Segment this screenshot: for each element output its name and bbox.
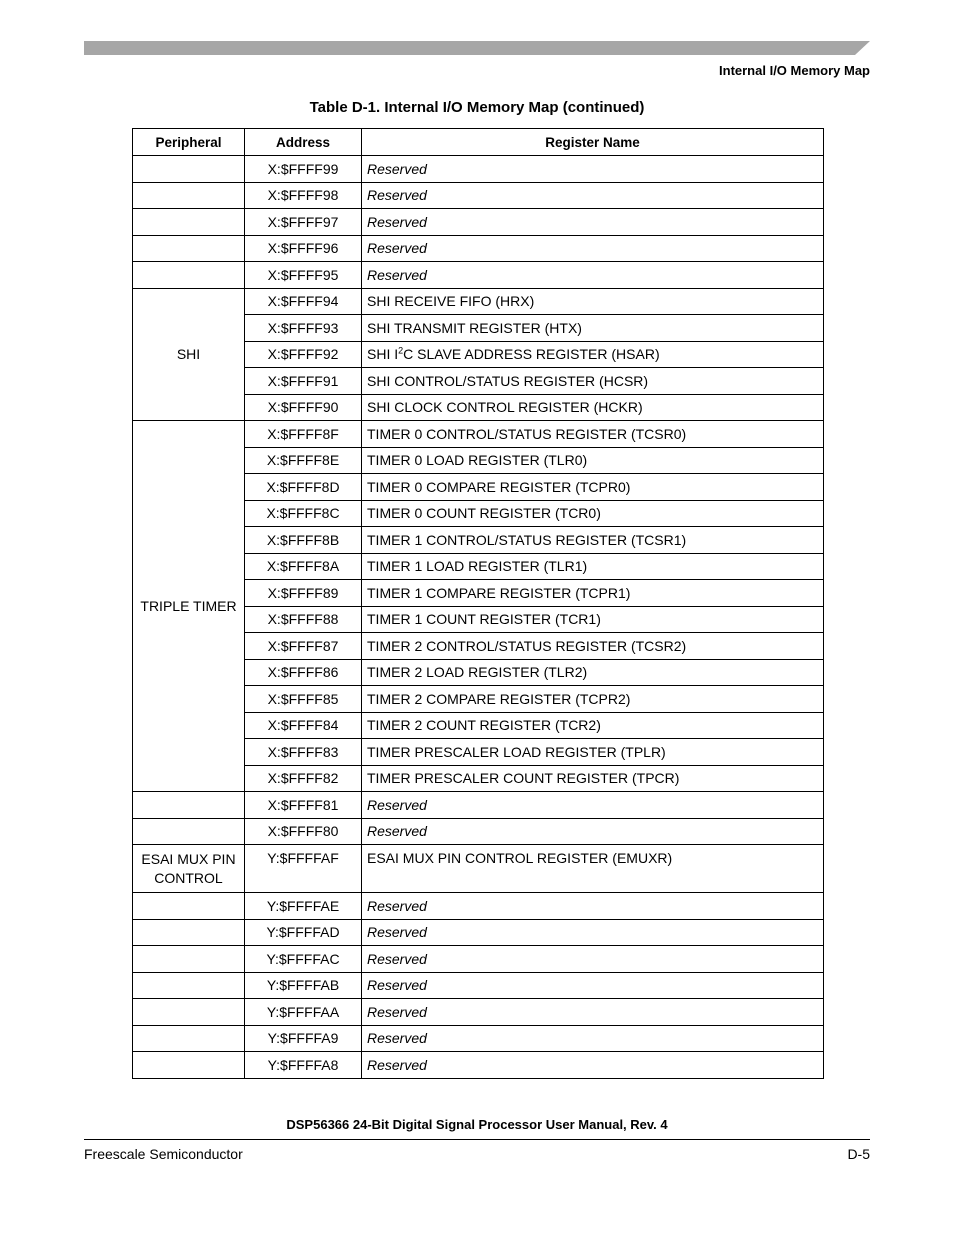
address-cell: X:$FFFF8F	[245, 421, 362, 448]
table-row	[133, 209, 824, 236]
register-name-cell: Reserved	[362, 235, 824, 262]
address-cell: X:$FFFF85	[245, 686, 362, 713]
address-cell: X:$FFFF98	[245, 182, 362, 209]
register-name-cell: Reserved	[362, 792, 824, 819]
table-row	[133, 818, 824, 845]
register-name-cell: SHI TRANSMIT REGISTER (HTX)	[362, 315, 824, 342]
table-row	[133, 1052, 824, 1079]
address-cell: X:$FFFF83	[245, 739, 362, 766]
register-name-cell: Reserved	[362, 972, 824, 999]
peripheral-cell	[133, 999, 245, 1026]
address-cell: X:$FFFF93	[245, 315, 362, 342]
table-row	[133, 156, 824, 183]
table-row	[133, 421, 824, 448]
table-row	[133, 288, 824, 315]
address-cell: Y:$FFFFAE	[245, 893, 362, 920]
register-name-cell: Reserved	[362, 156, 824, 183]
table-row	[133, 999, 824, 1026]
register-name-cell: SHI RECEIVE FIFO (HRX)	[362, 288, 824, 315]
peripheral-cell	[133, 946, 245, 973]
address-cell: X:$FFFF88	[245, 606, 362, 633]
table-row	[133, 792, 824, 819]
table-row	[133, 972, 824, 999]
peripheral-cell	[133, 845, 245, 893]
memory-map-table	[132, 128, 824, 1079]
address-cell: X:$FFFF8A	[245, 553, 362, 580]
company-name: Freescale Semiconductor	[84, 1146, 243, 1162]
register-name-cell: TIMER 1 COUNT REGISTER (TCR1)	[362, 606, 824, 633]
address-cell: Y:$FFFFAD	[245, 919, 362, 946]
table-row	[133, 946, 824, 973]
register-name-cell: Reserved	[362, 182, 824, 209]
header-bar	[84, 41, 870, 55]
address-cell: X:$FFFF84	[245, 712, 362, 739]
superscript: 2	[398, 345, 404, 356]
register-name-cell: Reserved	[362, 919, 824, 946]
table-body	[133, 156, 824, 1079]
address-cell: X:$FFFF86	[245, 659, 362, 686]
peripheral-label: TRIPLE TIMER	[140, 597, 237, 614]
address-cell: Y:$FFFFAB	[245, 972, 362, 999]
register-name-cell: TIMER 2 CONTROL/STATUS REGISTER (TCSR2)	[362, 633, 824, 660]
address-cell: Y:$FFFFAF	[245, 845, 362, 893]
column-header-peripheral: Peripheral	[133, 129, 245, 156]
peripheral-cell	[133, 182, 245, 209]
register-name-cell: TIMER 2 COUNT REGISTER (TCR2)	[362, 712, 824, 739]
address-cell: Y:$FFFFAA	[245, 999, 362, 1026]
register-name-cell: TIMER 1 LOAD REGISTER (TLR1)	[362, 553, 824, 580]
address-cell: X:$FFFF92	[245, 341, 362, 368]
table-row	[133, 893, 824, 920]
register-name-cell: Reserved	[362, 1052, 824, 1079]
register-name-cell: ESAI MUX PIN CONTROL REGISTER (EMUXR)	[362, 845, 824, 893]
address-cell: X:$FFFF8E	[245, 447, 362, 474]
peripheral-cell	[133, 209, 245, 236]
peripheral-cell	[133, 919, 245, 946]
register-name-cell: TIMER 2 LOAD REGISTER (TLR2)	[362, 659, 824, 686]
peripheral-cell	[133, 972, 245, 999]
address-cell: X:$FFFF82	[245, 765, 362, 792]
register-name-cell: Reserved	[362, 262, 824, 289]
address-cell: X:$FFFF8C	[245, 500, 362, 527]
section-title: Internal I/O Memory Map	[719, 63, 870, 78]
register-name-part: C SLAVE ADDRESS REGISTER (HSAR)	[403, 346, 660, 363]
address-cell: X:$FFFF95	[245, 262, 362, 289]
peripheral-label-line: CONTROL	[154, 869, 223, 886]
address-cell: Y:$FFFFA8	[245, 1052, 362, 1079]
peripheral-cell	[133, 288, 245, 421]
address-cell: X:$FFFF80	[245, 818, 362, 845]
peripheral-cell	[133, 1025, 245, 1052]
table-row	[133, 262, 824, 289]
address-cell: X:$FFFF8B	[245, 527, 362, 554]
address-cell: X:$FFFF96	[245, 235, 362, 262]
table-row	[133, 845, 824, 893]
register-name-cell: SHI CONTROL/STATUS REGISTER (HCSR)	[362, 368, 824, 395]
address-cell: X:$FFFF87	[245, 633, 362, 660]
address-cell: X:$FFFF8D	[245, 474, 362, 501]
peripheral-cell	[133, 156, 245, 183]
peripheral-cell	[133, 262, 245, 289]
address-cell: X:$FFFF90	[245, 394, 362, 421]
peripheral-cell	[133, 792, 245, 819]
register-name-cell: Reserved	[362, 818, 824, 845]
register-name-cell: TIMER 0 COUNT REGISTER (TCR0)	[362, 500, 824, 527]
register-name-cell: TIMER 1 COMPARE REGISTER (TCPR1)	[362, 580, 824, 607]
register-name-cell: TIMER 0 LOAD REGISTER (TLR0)	[362, 447, 824, 474]
footer-divider	[84, 1139, 870, 1140]
register-name-cell: TIMER PRESCALER LOAD REGISTER (TPLR)	[362, 739, 824, 766]
address-cell: X:$FFFF97	[245, 209, 362, 236]
register-name-cell: TIMER 1 CONTROL/STATUS REGISTER (TCSR1)	[362, 527, 824, 554]
register-name-cell: TIMER 2 COMPARE REGISTER (TCPR2)	[362, 686, 824, 713]
address-cell: X:$FFFF89	[245, 580, 362, 607]
address-cell: X:$FFFF81	[245, 792, 362, 819]
address-cell: Y:$FFFFAC	[245, 946, 362, 973]
table-row	[133, 1025, 824, 1052]
register-name-cell: Reserved	[362, 1025, 824, 1052]
register-name-cell: SHI CLOCK CONTROL REGISTER (HCKR)	[362, 394, 824, 421]
peripheral-cell	[133, 1052, 245, 1079]
address-cell: X:$FFFF94	[245, 288, 362, 315]
register-name-cell: TIMER PRESCALER COUNT REGISTER (TPCR)	[362, 765, 824, 792]
document-title: DSP56366 24-Bit Digital Signal Processor User Manual, Rev. 4	[286, 1117, 668, 1132]
table-row	[133, 182, 824, 209]
address-cell: X:$FFFF91	[245, 368, 362, 395]
table-row	[133, 919, 824, 946]
register-name-cell: Reserved	[362, 999, 824, 1026]
address-cell: Y:$FFFFA9	[245, 1025, 362, 1052]
register-name-part: SHI I	[367, 346, 399, 363]
peripheral-cell	[133, 818, 245, 845]
peripheral-cell	[133, 235, 245, 262]
table-row	[133, 235, 824, 262]
address-cell: X:$FFFF99	[245, 156, 362, 183]
register-name-cell: Reserved	[362, 209, 824, 236]
register-name-cell: Reserved	[362, 946, 824, 973]
column-header-address: Address	[245, 129, 362, 156]
table-caption: Table D-1. Internal I/O Memory Map (continued)	[309, 99, 645, 116]
register-name-cell: TIMER 0 CONTROL/STATUS REGISTER (TCSR0)	[362, 421, 824, 448]
peripheral-label: SHI	[176, 345, 201, 362]
column-header-register-name: Register Name	[362, 129, 824, 156]
register-name-cell: Reserved	[362, 893, 824, 920]
table-header-row	[133, 129, 824, 156]
peripheral-cell	[133, 421, 245, 792]
register-name-cell: TIMER 0 COMPARE REGISTER (TCPR0)	[362, 474, 824, 501]
peripheral-label-line: ESAI MUX PIN	[141, 850, 236, 867]
peripheral-cell	[133, 893, 245, 920]
register-name-cell	[362, 341, 824, 368]
page-number: D-5	[847, 1146, 870, 1162]
